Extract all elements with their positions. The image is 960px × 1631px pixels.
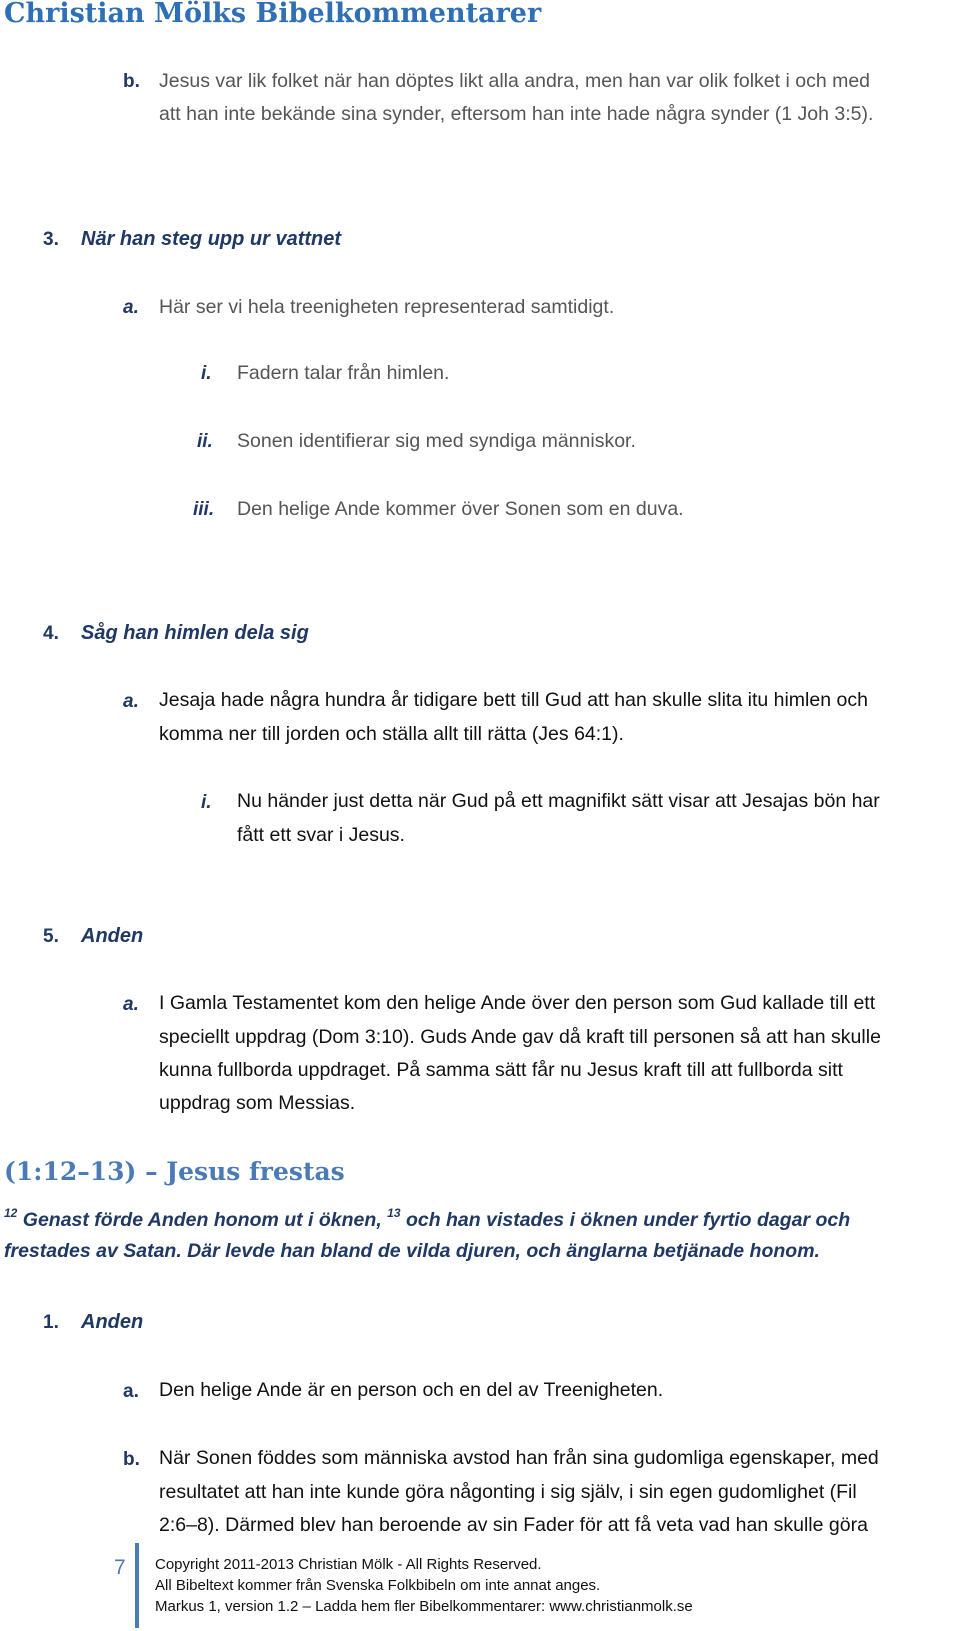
footer-copyright: Copyright 2011-2013 Christian Mölk - All Rights Reserved. [155,1556,542,1573]
paragraph-line: Den helige Ande kommer över Sonen som en duva. [237,498,684,520]
section-title: Anden [81,925,144,947]
paragraph-line: Jesaja hade några hundra år tidigare bett till Gud att han skulle slita itu himlen och [159,689,868,711]
paragraph-line: När Sonen föddes som människa avstod han från sina gudomliga egenskaper, med [159,1447,879,1469]
item-label-b: b. [123,71,140,92]
paragraph-line: kunna fullborda uppdraget. På samma sätt får nu Jesus kraft till att fullborda sitt [159,1059,843,1081]
item-label-b: b. [123,1449,140,1470]
footer-divider [135,1543,139,1628]
paragraph-line: Sonen identifierar sig med syndiga människor. [237,430,636,452]
paragraph-line: komma ner till jorden och ställa allt till rätta (Jes 64:1). [159,723,624,745]
paragraph-line: Fadern talar från himlen. [237,362,450,384]
item-label-ii: ii. [197,431,213,452]
verse-text: Genast förde Anden honom ut i öknen, [22,1209,382,1231]
section-number: 3. [43,229,59,250]
paragraph-line: uppdrag som Messias. [159,1092,356,1114]
paragraph-line: resultatet att han inte kunde göra någonting i sig själv, i sin egen gudomlighet (Fil [159,1481,857,1503]
paragraph-line: att han inte bekände sina synder, eftersom han inte hade några synder (1 Joh 3:5). [159,103,874,125]
item-label-iii: iii. [193,499,215,520]
section-number: 4. [43,623,59,644]
item-label-a: a. [123,1381,139,1402]
item-label-a: a. [123,691,139,712]
paragraph-line: 2:6–8). Därmed blev han beroende av sin Fader för att få veta vad han skulle göra [159,1514,868,1536]
section-title: Såg han himlen dela sig [81,622,309,644]
section-title: Anden [81,1311,144,1333]
item-label-a: a. [123,297,139,318]
verse-number: 12 [4,1206,18,1220]
section-heading: (1:12–13) – Jesus frestas [4,1157,345,1186]
paragraph-line: Den helige Ande är en person och en del av Treenigheten. [159,1379,664,1401]
document-title: Christian Mölks Bibelkommentarer [4,0,542,29]
paragraph-line: speciellt uppdrag (Dom 3:10). Guds Ande gav då kraft till personen så att han skulle [159,1026,881,1048]
verse-line [4,1206,850,1232]
verse-number: 13 [387,1206,401,1220]
footer-bible-note: All Bibeltext kommer från Svenska Folkbibeln om inte annat anges. [155,1577,601,1594]
paragraph-line: I Gamla Testamentet kom den helige Ande över den person som Gud kallade till ett [159,992,876,1014]
verse-text: och han vistades i öknen under fyrtio dagar och [405,1209,851,1231]
item-label-a: a. [123,994,139,1015]
item-label-i: i. [201,363,212,384]
paragraph-line: Här ser vi hela treenigheten representerad samtidigt. [159,296,615,318]
paragraph-line: fått ett svar i Jesus. [237,824,405,846]
paragraph-line: Nu händer just detta när Gud på ett magnifikt sätt visar att Jesajas bön har [237,790,880,812]
paragraph-line: Jesus var lik folket när han döptes likt alla andra, men han var olik folket i och med [159,70,871,92]
footer-version: Markus 1, version 1.2 – Ladda hem fler Bibelkommentarer: www.christianmolk.se [155,1598,693,1615]
page-number: 7 [114,1556,126,1579]
section-number: 1. [43,1312,59,1333]
verse-line: frestades av Satan. Där levde han bland de vilda djuren, och änglarna betjänade honom. [4,1240,820,1262]
section-title: När han steg upp ur vattnet [81,228,342,250]
item-label-i: i. [201,792,212,813]
section-number: 5. [43,926,59,947]
